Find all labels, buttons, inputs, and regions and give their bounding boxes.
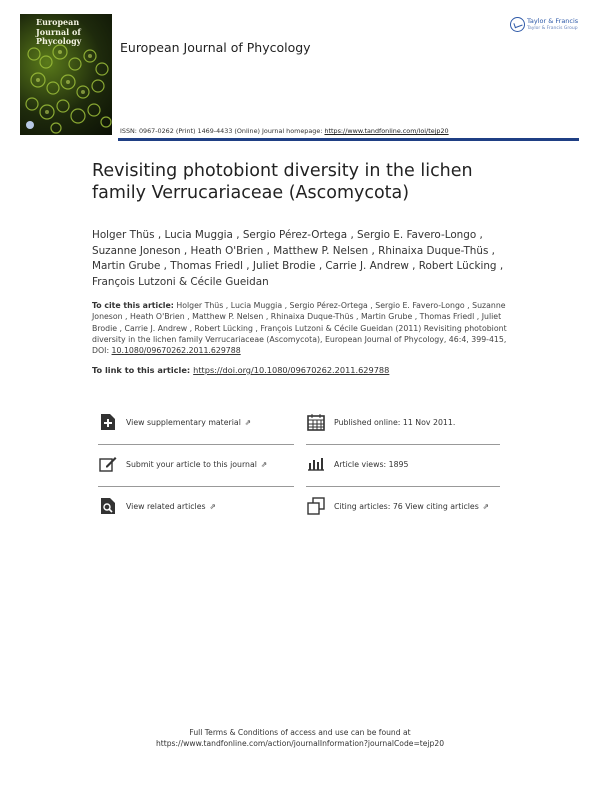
article-link-line — [92, 365, 389, 375]
citation-label: To cite this article: — [92, 301, 174, 310]
article-link-label: To link to this article: — [92, 365, 191, 375]
article-doi-url[interactable]: https://doi.org/10.1080/09670262.2011.629788 — [193, 365, 390, 375]
journal-homepage-link[interactable]: https://www.tandfonline.com/loi/tejp20 — [324, 127, 449, 135]
edit-icon — [98, 454, 118, 474]
terms-footer-url[interactable]: https://www.tandfonline.com/action/journalInformation?journalCode=tejp20 — [155, 739, 445, 748]
supplementary-label: View supplementary material — [126, 417, 241, 427]
view-supplementary-material[interactable] — [98, 410, 251, 434]
article-views-label: Article views: 1895 — [334, 459, 409, 469]
article-views-info — [306, 452, 408, 476]
article-authors: Holger Thüs , Lucia Muggia , Sergio Pérez-Ortega , Sergio E. Favero-Longo , Suzanne Joneson , Heath O'Brien , Matthew P. Nelsen , Rhinaixa Duque-Thüs , Martin Grube , Thomas Friedl , Juliet Brodie , Carrie J. Andrew , Robert Lücking , François Lutzoni & Cécile Gueidan — [92, 229, 504, 288]
citing-articles-label: Citing articles: 76 View citing articles — [334, 501, 479, 511]
published-online-label: Published online: 11 Nov 2011. — [334, 417, 456, 427]
header-rule — [118, 138, 579, 141]
cover-title — [36, 18, 106, 47]
external-link-icon: ⇗ — [482, 501, 490, 511]
citing-articles-icon — [306, 496, 326, 516]
bar-chart-icon — [306, 454, 326, 474]
publisher-tagline: Taylor & Francis Group — [527, 26, 578, 31]
journal-cover-image — [20, 14, 112, 135]
external-link-icon: ⇗ — [209, 501, 216, 511]
view-related-articles[interactable] — [98, 494, 216, 518]
divider — [98, 486, 294, 487]
issn-line — [120, 127, 449, 135]
citing-articles-link[interactable] — [306, 494, 489, 518]
published-online-info — [306, 410, 455, 434]
terms-footer — [0, 727, 600, 749]
submit-article-label: Submit your article to this journal — [126, 459, 257, 469]
supplementary-plus-icon — [98, 412, 118, 432]
cover-publisher-mark — [26, 121, 34, 129]
divider — [306, 444, 500, 445]
publisher-name: Taylor & Francis — [527, 17, 579, 25]
external-link-icon: ⇗ — [244, 417, 252, 427]
citation-doi-link[interactable]: 10.1080/09670262.2011.629788 — [111, 346, 241, 356]
related-articles-label: View related articles — [126, 501, 206, 511]
related-articles-search-icon — [98, 496, 118, 516]
citation-block — [92, 300, 524, 356]
cover-title-line1: European — [36, 17, 80, 27]
citation-text: Holger Thüs , Lucia Muggia , Sergio Pérez-Ortega , Sergio E. Favero-Longo , Suzanne Joneson , Heath O'Brien , Matthew P. Nelsen , Rhinaixa Duque-Thüs , Martin Grube , Thomas Friedl , Juliet Brodie , Carrie J. Andrew , Robert Lücking , François Lutzoni & Cécile Gueidan (2011) Revisiting photobiont diversity in the lichen family Verrucariaceae (Ascomycota), European Journal of Phycology, 46:4, 399-415, DOI: — [92, 301, 507, 356]
journal-name: European Journal of Phycology — [120, 40, 311, 55]
publisher-logo-icon — [510, 17, 525, 32]
divider — [98, 444, 294, 445]
publisher-logo[interactable] — [510, 14, 582, 38]
divider — [306, 486, 500, 487]
terms-footer-line1: Full Terms & Conditions of access and use can be found at — [189, 728, 411, 737]
issn-text: ISSN: 0967-0262 (Print) 1469-4433 (Online) Journal homepage: — [120, 127, 325, 135]
external-link-icon: ⇗ — [260, 459, 268, 469]
calendar-icon — [306, 412, 326, 432]
cover-title-line2: Journal of Phycology — [36, 26, 82, 46]
submit-article-link[interactable] — [98, 452, 267, 476]
article-title: Revisiting photobiont diversity in the lichen family Verrucariaceae (Ascomycota) — [92, 161, 473, 203]
